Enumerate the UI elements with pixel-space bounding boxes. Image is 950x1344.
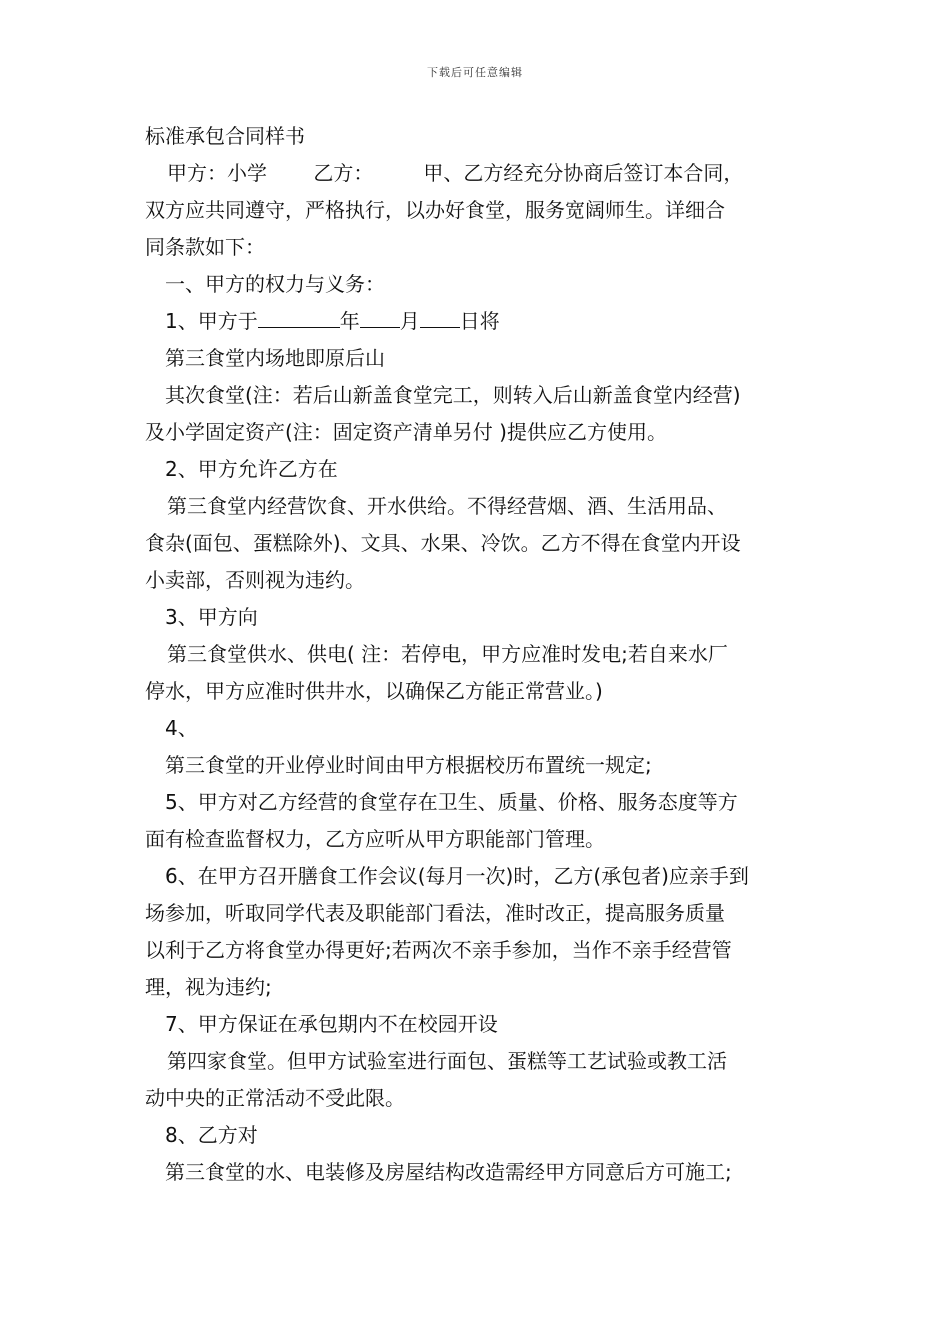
blank-year — [258, 305, 340, 328]
paragraph-line: 其次食堂(注：若后山新盖食堂完工，则转入后山新盖食堂内经营) — [165, 383, 741, 407]
clause-text: 年 — [339, 309, 360, 333]
paragraph-line: 3、甲方向 — [165, 605, 258, 629]
paragraph-line: 5、甲方对乙方经营的食堂存在卫生、质量、价格、服务态度等方 — [165, 790, 738, 814]
paragraph-line: 7、甲方保证在承包期内不在校园开设 — [165, 1012, 498, 1036]
paragraph-line: 停水，甲方应准时供井水，以确保乙方能正常营业。) — [145, 679, 603, 703]
paragraph-line: 第三食堂供水、供电( 注：若停电，甲方应准时发电;若自来水厂 — [167, 642, 728, 666]
blank-month — [360, 305, 400, 328]
paragraph-line: 第四家食堂。但甲方试验室进行面包、蛋糕等工艺试验或教工活 — [167, 1049, 727, 1073]
paragraph-line: 甲方：小学 乙方： 甲、乙方经充分协商后签订本合同， — [167, 161, 744, 185]
paragraph-line: 及小学固定资产(注：固定资产清单另付 )提供应乙方使用。 — [145, 420, 667, 444]
document-title: 标准承包合同样书 — [145, 124, 305, 148]
paragraph-line: 理，视为违约; — [145, 975, 272, 999]
paragraph-line: 2、甲方允许乙方在 — [165, 457, 338, 481]
paragraph-line: 8、乙方对 — [165, 1123, 258, 1147]
clause-text: 1、甲方于 — [165, 309, 258, 333]
paragraph-line: 同条款如下： — [145, 235, 265, 259]
paragraph-line: 第三食堂的开业停业时间由甲方根据校历布置统一规定; — [165, 753, 652, 777]
section-heading: 一、甲方的权力与义务： — [165, 272, 385, 296]
page-header-note: 下载后可任意编辑 — [427, 66, 523, 79]
document-body — [145, 118, 810, 1191]
paragraph-line: 第三食堂内场地即原后山 — [165, 346, 385, 370]
paragraph-line: 双方应共同遵守，严格执行，以办好食堂，服务宽阔师生。详细合 — [145, 198, 725, 222]
paragraph-line: 4、 — [165, 716, 198, 740]
paragraph-line: 第三食堂的水、电装修及房屋结构改造需经甲方同意后方可施工; — [165, 1160, 732, 1184]
paragraph-line: 动中央的正常活动不受此限。 — [145, 1086, 405, 1110]
paragraph-line: 小卖部，否则视为违约。 — [145, 568, 365, 592]
paragraph-line: 6、在甲方召开膳食工作会议(每月一次)时，乙方(承包者)应亲手到 — [165, 864, 749, 888]
paragraph-line: 食杂(面包、蛋糕除外)、文具、水果、冷饮。乙方不得在食堂内开设 — [145, 531, 741, 555]
clause-text: 月 — [399, 309, 420, 333]
paragraph-line: 面有检查监督权力，乙方应听从甲方职能部门管理。 — [145, 827, 605, 851]
clause-text: 日将 — [459, 309, 500, 333]
clause-1-line — [145, 303, 810, 340]
paragraph-line: 场参加，听取同学代表及职能部门看法，准时改正，提高服务质量 — [145, 901, 725, 925]
paragraph-line: 第三食堂内经营饮食、开水供给。不得经营烟、酒、生活用品、 — [167, 494, 727, 518]
blank-day — [420, 305, 460, 328]
paragraph-line: 以利于乙方将食堂办得更好;若两次不亲手参加，当作不亲手经营管 — [145, 938, 732, 962]
